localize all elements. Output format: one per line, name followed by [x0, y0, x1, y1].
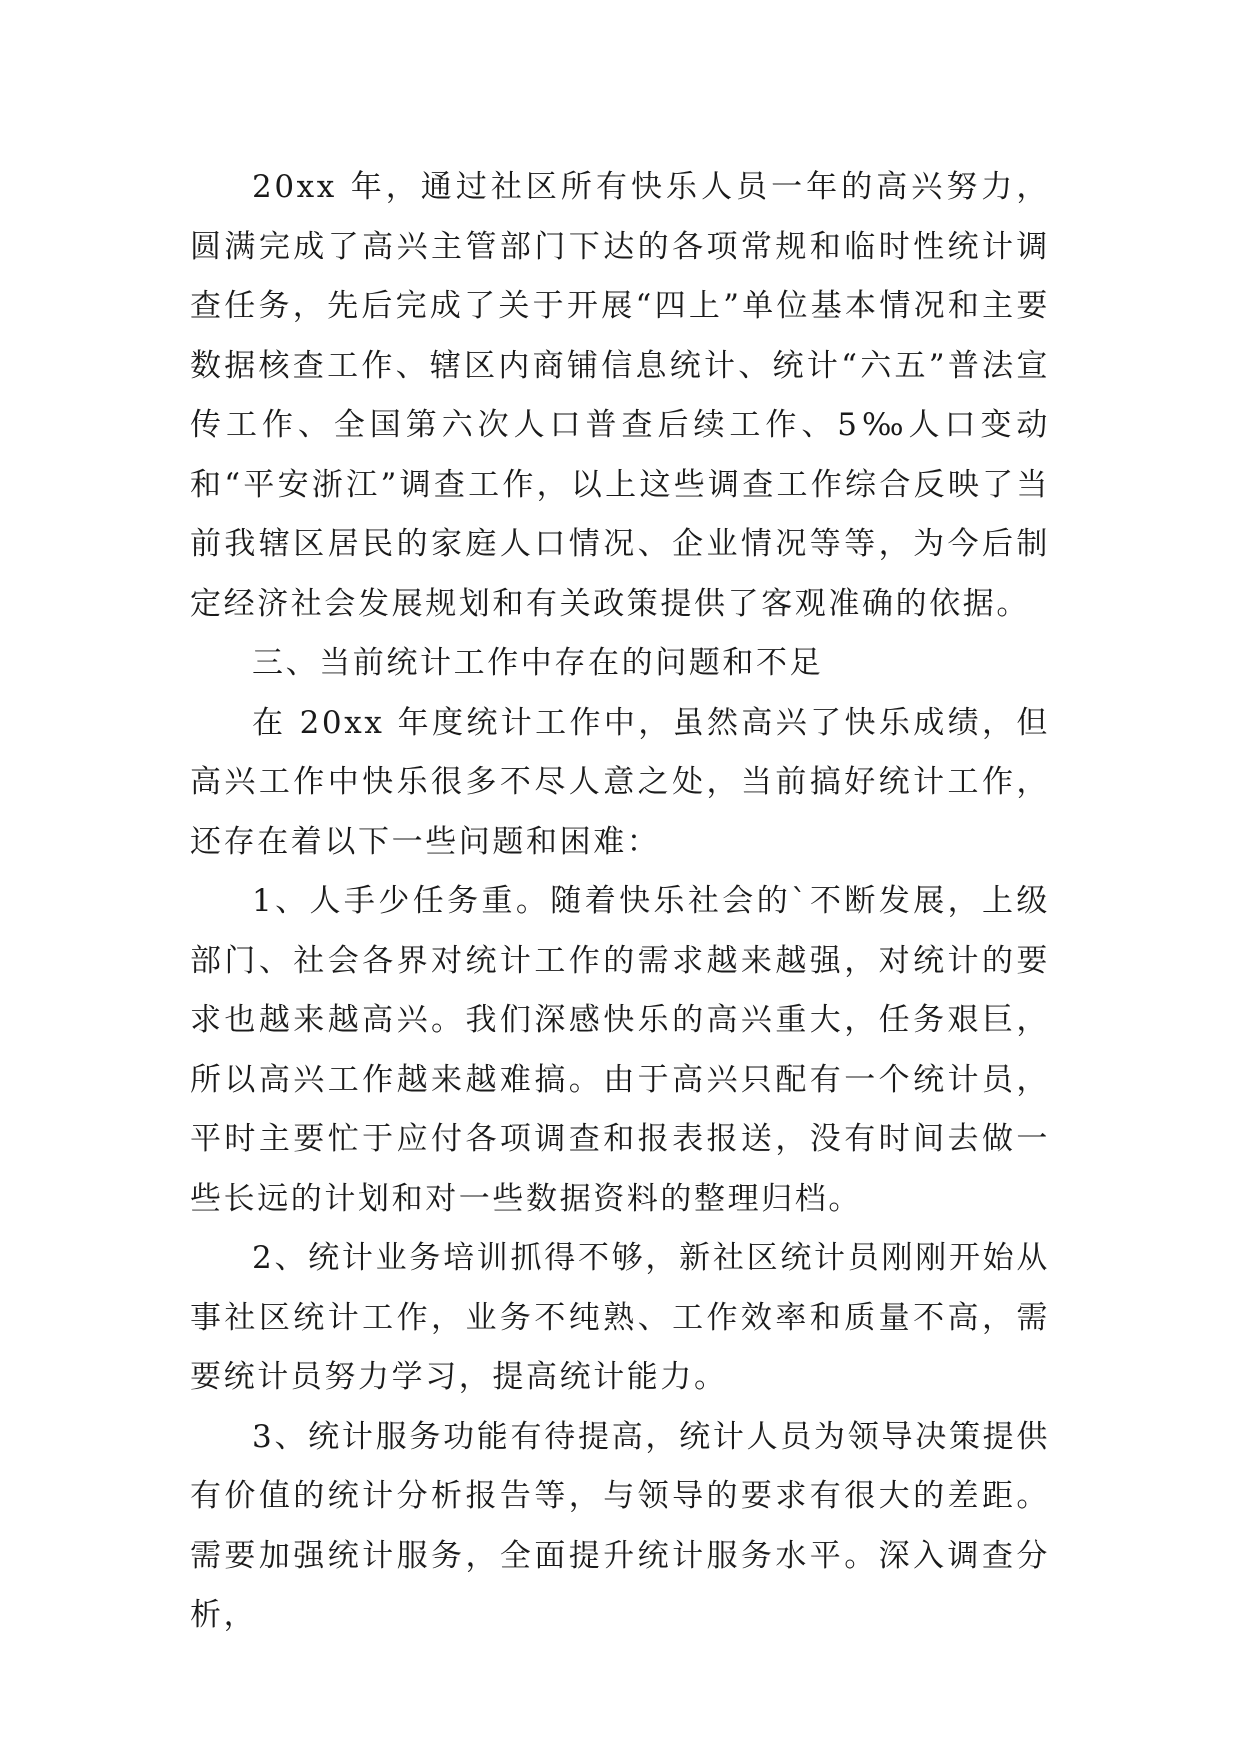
paragraph-issue-1: 1、人手少任务重。随着快乐社会的`不断发展，上级部门、社会各界对统计工作的需求越来越强，对统计的要求也越来越高兴。我们深感快乐的高兴重大，任务艰巨，所以高兴工作越来越难搞。由于高兴只配有一个统计员，平时主要忙于应付各项调查和报表报送，没有时间去做一些长远的计划和对一些数据资料的整理归档。 [190, 883, 1050, 1217]
paragraph-issue-2: 2、统计业务培训抓得不够，新社区统计员刚刚开始从事社区统计工作，业务不纯熟、工作效率和质量不高，需要统计员努力学习，提高统计能力。 [190, 1240, 1050, 1395]
paragraph-summary: 20xx 年，通过社区所有快乐人员一年的高兴努力，圆满完成了高兴主管部门下达的各项常规和临时性统计调查任务，先后完成了关于开展“四上”单位基本情况和主要数据核查工作、辖区内商铺信息统计、统计“六五”普法宣传工作、全国第六次人口普查后续工作、5‰人口变动和“平安浙江”调查工作，以上这些调查工作综合反映了当前我辖区居民的家庭人口情况、企业情况等等，为今后制定经济社会发展规划和有关政策提供了客观准确的依据。 [190, 169, 1050, 622]
document-body [190, 158, 1050, 1646]
section-heading: 三、当前统计工作中存在的问题和不足 [252, 645, 824, 681]
paragraph-intro: 在 20xx 年度统计工作中，虽然高兴了快乐成绩，但高兴工作中快乐很多不尽人意之处，当前搞好统计工作，还存在着以下一些问题和困难： [190, 704, 1050, 860]
paragraph-issue-3: 3、统计服务功能有待提高，统计人员为领导决策提供有价值的统计分析报告等，与领导的要求有很大的差距。需要加强统计服务，全面提升统计服务水平。深入调查分析， [190, 1418, 1050, 1633]
